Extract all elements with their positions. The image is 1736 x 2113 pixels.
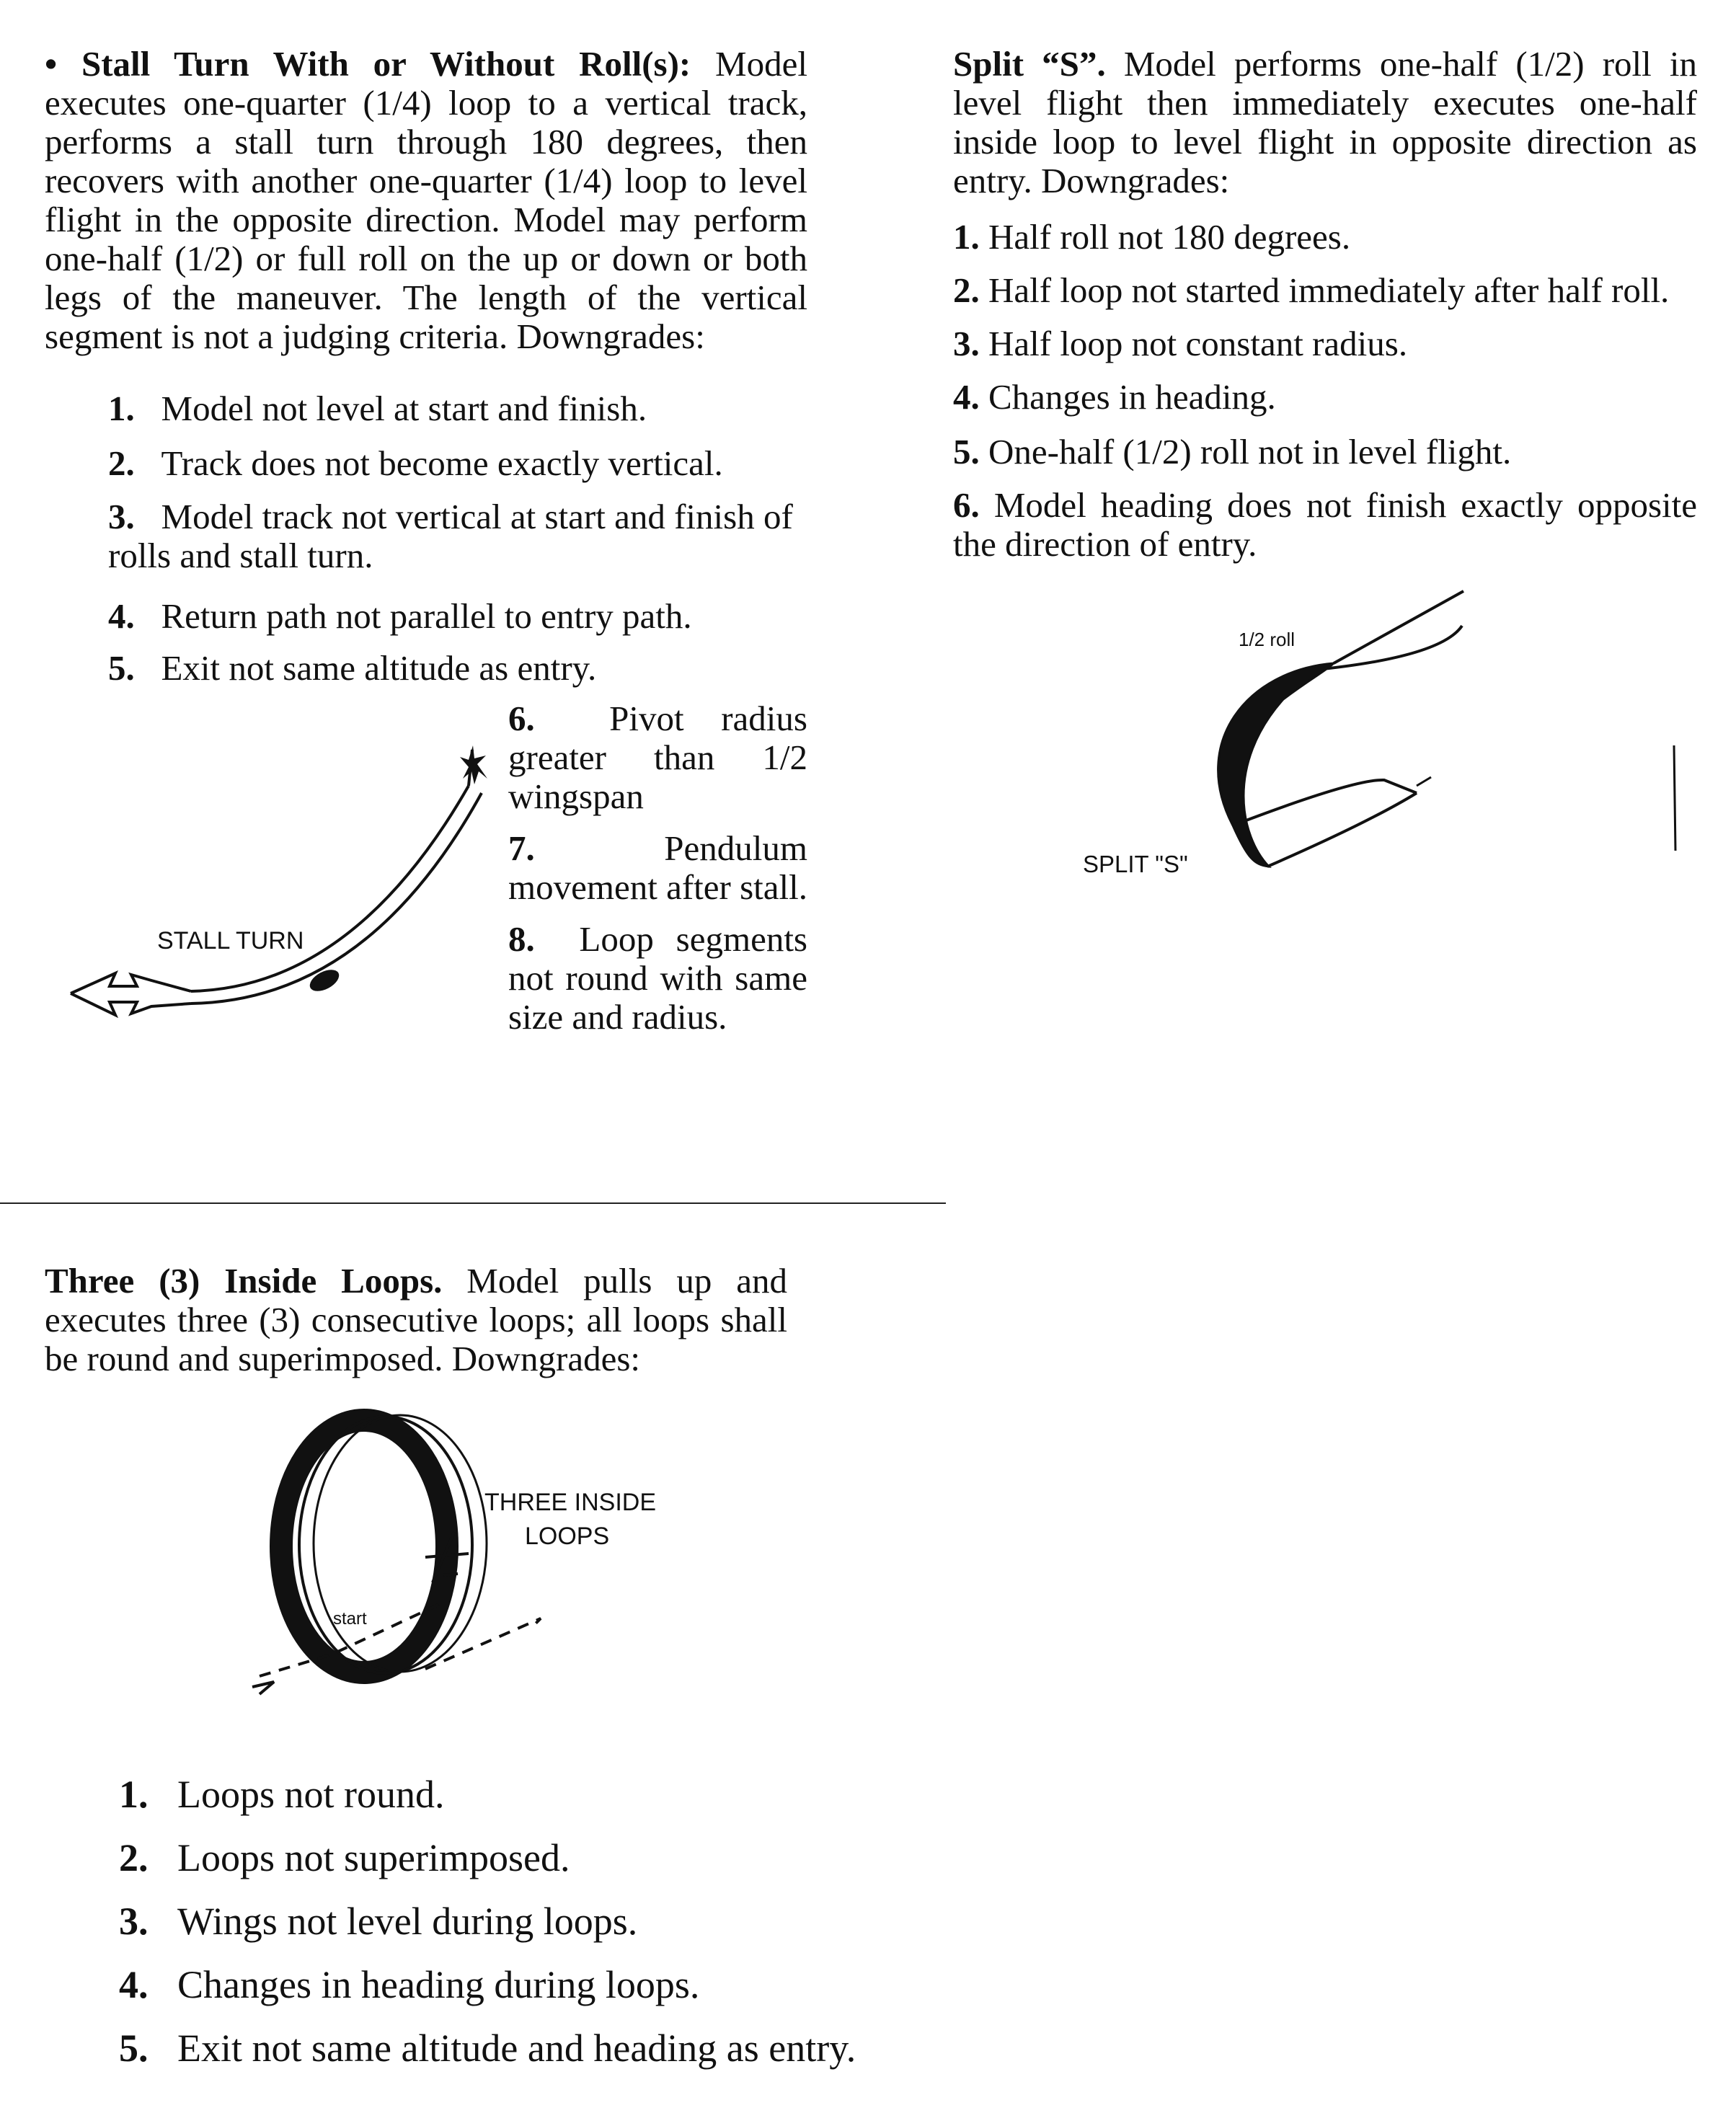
- list-item: 3. Model track not vertical at start and finish of rolls and stall turn.: [108, 497, 793, 575]
- split-s-figure-label: SPLIT "S": [1083, 851, 1188, 877]
- split-s-entry-upper: [1334, 591, 1463, 663]
- list-item: 3. Wings not level during loops.: [119, 1900, 638, 1943]
- list-item: 5. Exit not same altitude and heading as entry.: [119, 2026, 856, 2070]
- margin-mark: [1667, 743, 1681, 858]
- list-item: 3. Half loop not constant radius.: [953, 324, 1408, 363]
- list-item: 6. Pivot radius greater than 1/2 wingspan: [508, 699, 807, 816]
- list-item: 1. Half roll not 180 degrees.: [953, 217, 1351, 257]
- list-item: 6. Model heading does not finish exactly opposite the direction of entry.: [953, 485, 1697, 564]
- loop-inner: [314, 1415, 487, 1672]
- three-loops-figure-label-line1: THREE INSIDE: [484, 1489, 657, 1516]
- stall-turn-downgrades-list-narrow: [508, 699, 807, 1037]
- split-s-roll-label: 1/2 roll: [1239, 629, 1296, 650]
- three-loops-figure-label-line2: LOOPS: [525, 1523, 610, 1550]
- split-s-diagram: [1139, 577, 1572, 894]
- three-loops-start-label: start: [333, 1609, 367, 1629]
- list-item: 4. Return path not parallel to entry path.: [108, 596, 692, 636]
- star-icon: [460, 745, 487, 784]
- arrow-left-icon: [71, 973, 191, 1015]
- entry-arrow-icon: [252, 1682, 274, 1694]
- split-s-title: Split “S”.: [953, 44, 1106, 84]
- three-loops-title: Three (3) Inside Loops.: [45, 1261, 443, 1301]
- stall-turn-diagram: [65, 743, 497, 1031]
- stall-turn-paragraph: [45, 45, 807, 356]
- split-s-exit-upper: [1233, 780, 1417, 825]
- list-item: 7. Pendulum movement after stall.: [508, 828, 807, 907]
- list-item: 5. One-half (1/2) roll not in level flight.: [953, 432, 1512, 471]
- three-loops-diagram: [238, 1409, 685, 1741]
- list-item: 1. Model not level at start and finish.: [108, 389, 647, 428]
- split-s-half-loop-thick: [1218, 663, 1334, 867]
- airplane-icon: [306, 965, 342, 996]
- list-item: 2. Loops not superimposed.: [119, 1836, 570, 1879]
- list-item: 5. Exit not same altitude as entry.: [108, 648, 597, 688]
- loop-outer-thick: [281, 1420, 447, 1673]
- list-item: 2. Half loop not started immediately after half roll.: [953, 270, 1670, 310]
- split-s-exit-tail: [1417, 777, 1431, 786]
- list-item: 4. Changes in heading during loops.: [119, 1963, 700, 2006]
- list-item: 1. Loops not round.: [119, 1773, 445, 1816]
- stall-turn-path-outer: [191, 786, 469, 991]
- three-loops-description: Model pulls up and executes three (3) consecutive loops; all loops shall be round and superimposed. Downgrades:: [45, 1261, 787, 1378]
- list-item: 2. Track does not become exactly vertical.: [108, 443, 723, 483]
- stall-turn-figure-label: STALL TURN: [157, 927, 304, 954]
- stall-turn-title: • Stall Turn With or Without Roll(s):: [45, 44, 691, 84]
- split-s-description: Model performs one-half (1/2) roll in level flight then immediately executes one-half inside loop to level flight in opposite direction as entry. Downgrades:: [953, 44, 1698, 200]
- section-divider: [0, 1202, 946, 1204]
- stall-turn-description: Model executes one-quarter (1/4) loop to a vertical track, performs a stall turn through 180 degrees, then recovers with another one-quarter (1/4) loop to level flight in the opposite direction. Model may perform one-half (1/2) or full roll on the up or down or both legs of the maneuver. The length of the vertical segment is not a judging criteria. Downgrades:: [45, 44, 807, 356]
- split-s-paragraph: [953, 45, 1697, 200]
- list-item: 4. Changes in heading.: [953, 377, 1276, 417]
- three-loops-paragraph: [45, 1262, 787, 1378]
- list-item: 8. Loop segments not round with same size and radius.: [508, 919, 808, 1037]
